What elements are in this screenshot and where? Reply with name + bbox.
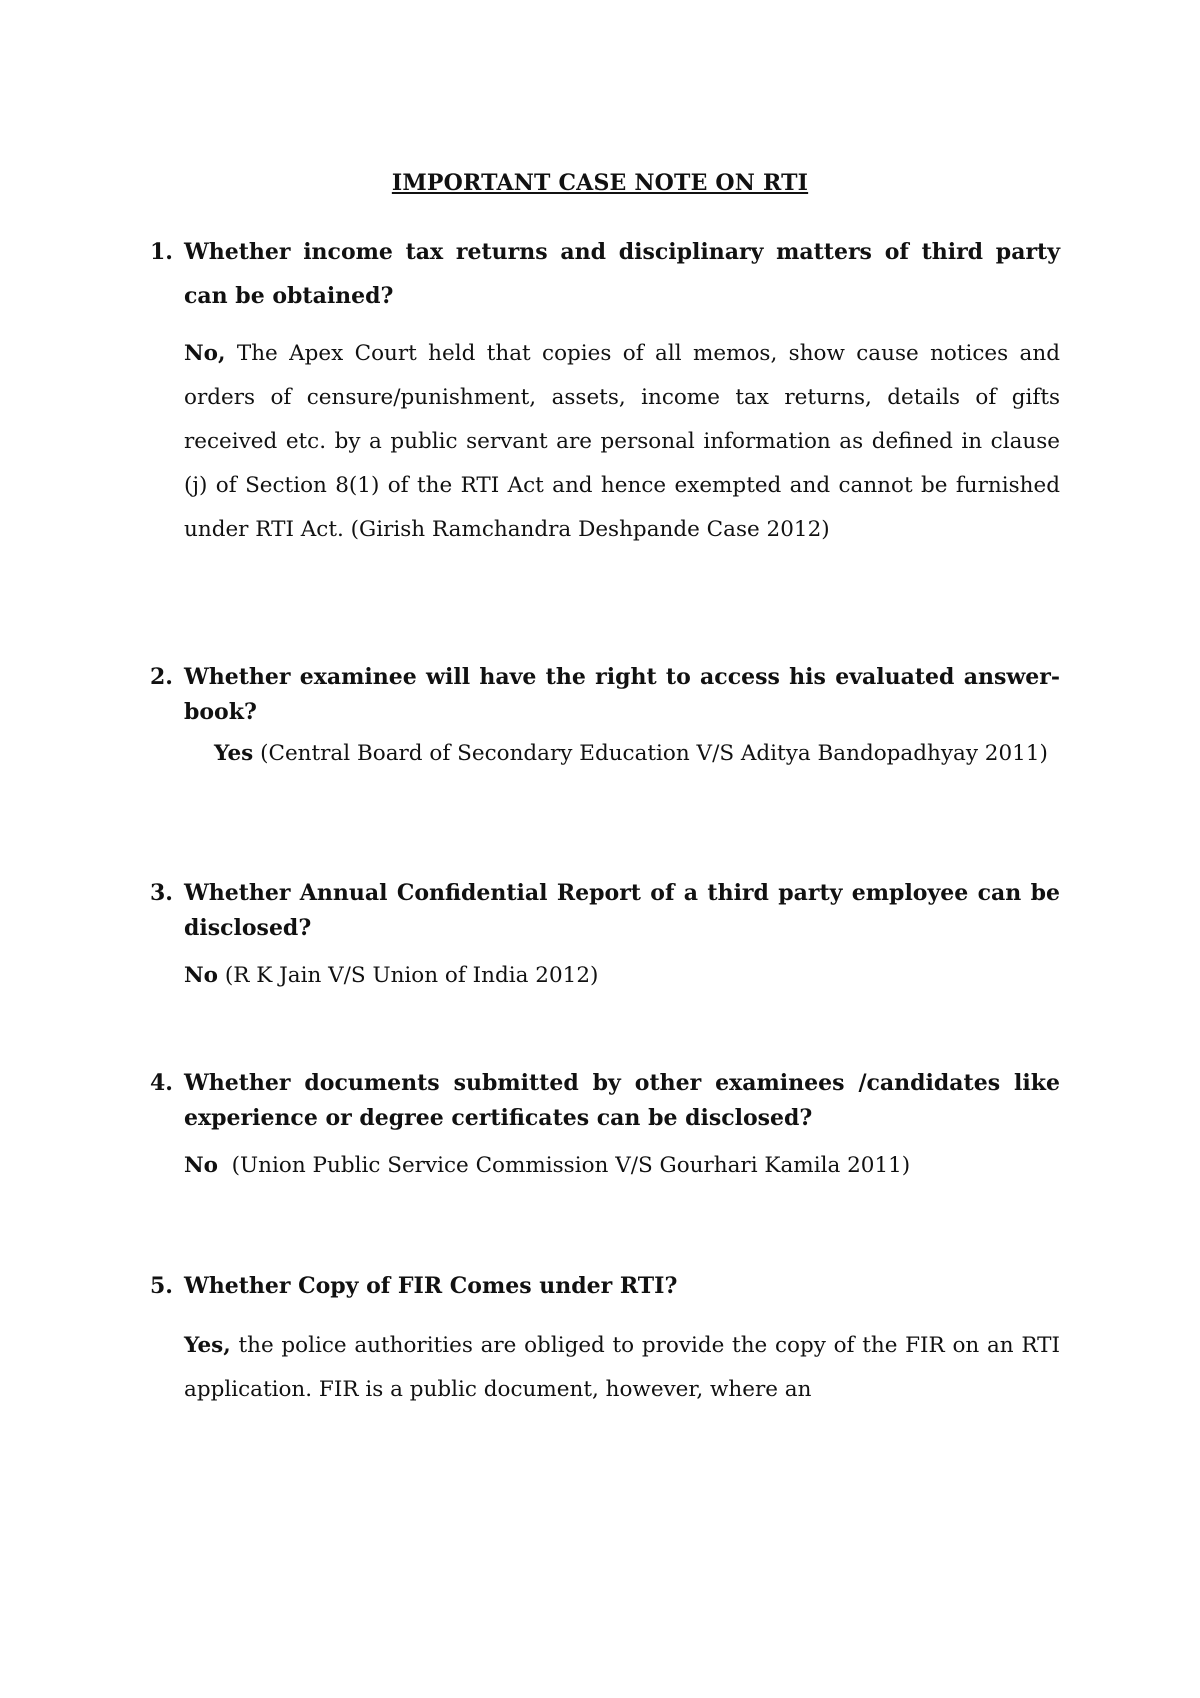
- case-item-3: [150, 876, 1060, 993]
- answer-text: The Apex Court held that copies of all memos, show cause notices and orders of censure/punishment, assets, income tax returns, details of gifts received etc. by a public servant are personal information as defined in clause (j) of Section 8(1) of the RTI Act and hence exempted and cannot be furnished under RTI Act. (Girish Ramchandra Deshpande Case 2012): [184, 341, 1060, 542]
- answer-paragraph: [184, 1148, 1060, 1183]
- question-number: 1.: [150, 239, 173, 265]
- answer-text: the police authorities are obliged to provide the copy of the FIR on an RTI application. FIR is a public document, however, where an: [184, 1333, 1060, 1402]
- question-text: Whether Copy of FIR Comes under RTI?: [184, 1273, 678, 1299]
- answer-text: (Union Public Service Commission V/S Gourhari Kamila 2011): [218, 1153, 911, 1178]
- question-number: 5.: [150, 1273, 173, 1299]
- case-item-1: [150, 230, 1060, 552]
- question-number: 4.: [150, 1070, 173, 1096]
- answer-verdict: No: [184, 1153, 218, 1178]
- question-text: Whether documents submitted by other examinees /candidates like experience or degree certificates can be disclosed?: [184, 1070, 1060, 1131]
- answer-paragraph: [184, 332, 1060, 552]
- answer-paragraph: [184, 1324, 1060, 1412]
- question-text: Whether income tax returns and disciplinary matters of third party can be obtained?: [184, 239, 1060, 309]
- case-item-2: [150, 660, 1060, 771]
- question-heading: [150, 230, 1060, 318]
- answer-verdict: No: [184, 963, 218, 988]
- answer-verdict: No,: [184, 341, 226, 366]
- question-heading: [150, 1066, 1060, 1136]
- case-item-4: [150, 1066, 1060, 1183]
- document-title: IMPORTANT CASE NOTE ON RTI: [391, 170, 809, 196]
- answer-verdict: Yes,: [184, 1333, 231, 1358]
- question-number: 2.: [150, 664, 173, 690]
- question-heading: [150, 660, 1060, 730]
- answer-verdict: Yes: [214, 741, 254, 766]
- question-number: 3.: [150, 880, 173, 906]
- question-text: Whether examinee will have the right to access his evaluated answer-book?: [184, 664, 1060, 725]
- answer-paragraph: [184, 958, 1060, 993]
- answer-text: (Central Board of Secondary Education V/S Aditya Bandopadhyay 2011): [253, 741, 1048, 766]
- answer-text: (R K Jain V/S Union of India 2012): [218, 963, 599, 988]
- case-item-5: [150, 1264, 1060, 1412]
- question-text: Whether Annual Confidential Report of a third party employee can be disclosed?: [184, 880, 1060, 941]
- answer-paragraph: [184, 736, 1060, 771]
- question-heading: [150, 1264, 1060, 1308]
- question-heading: [150, 876, 1060, 946]
